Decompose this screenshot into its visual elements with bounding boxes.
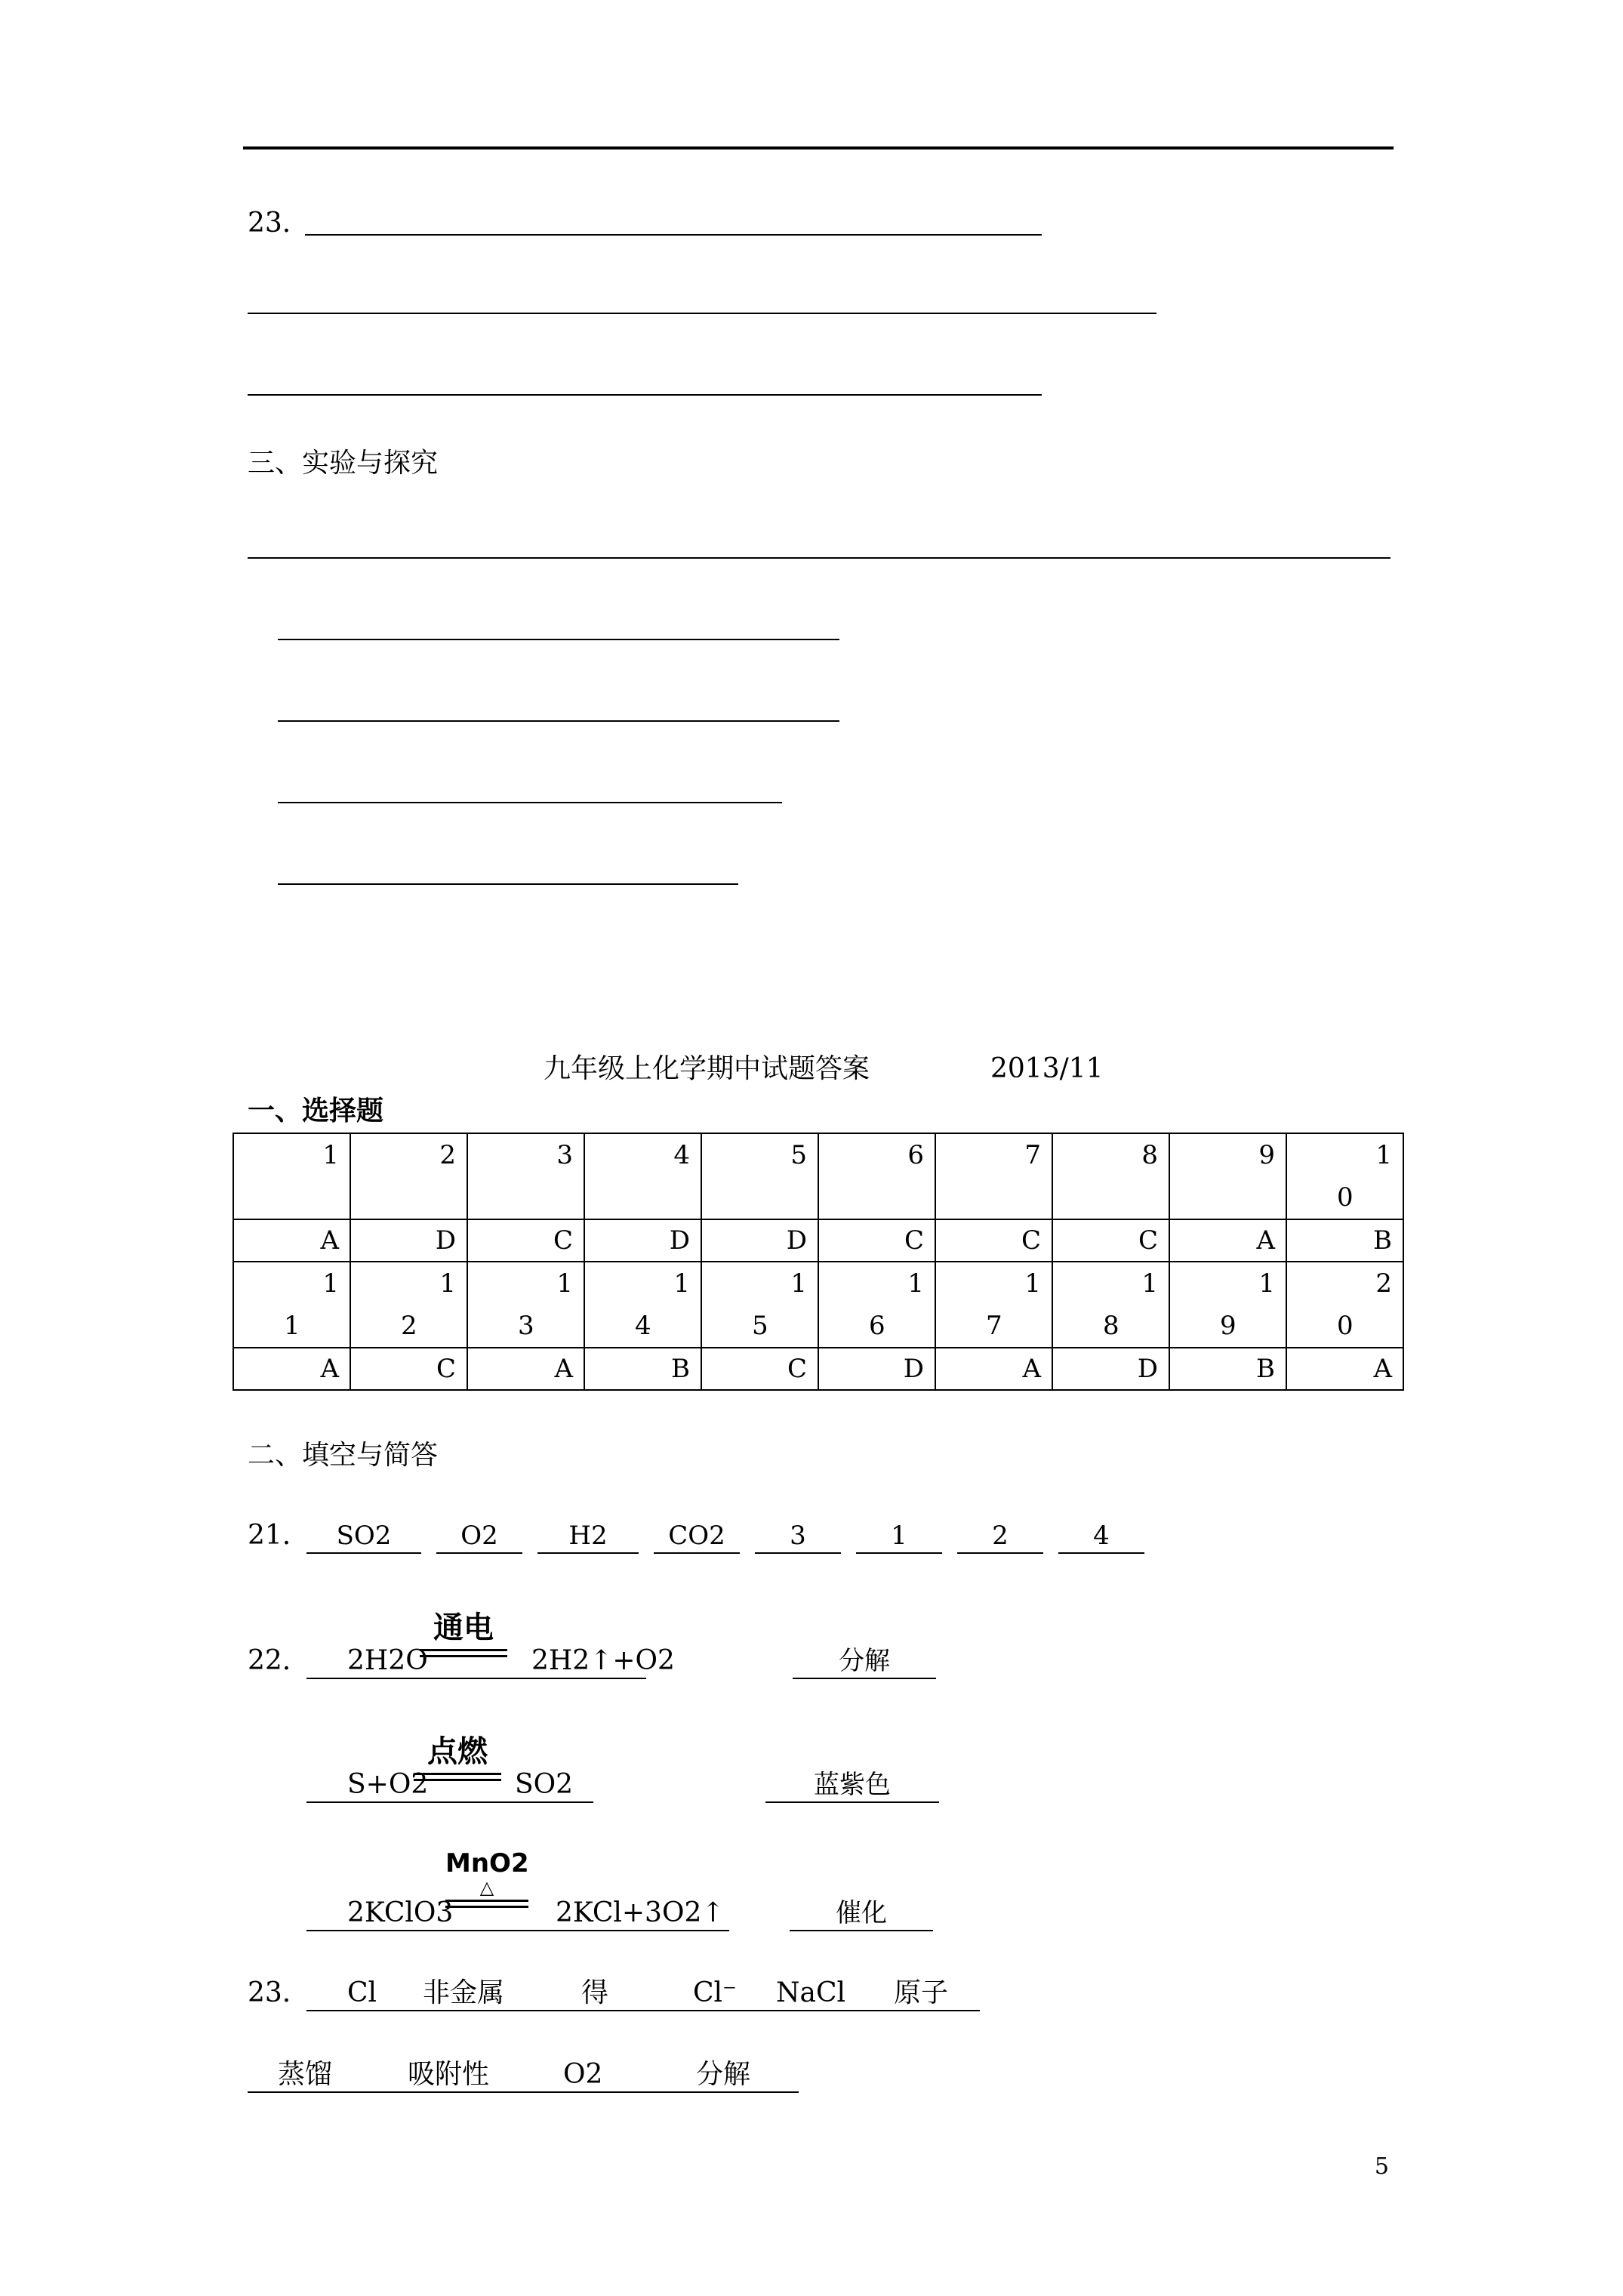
question-number-cell: 4 xyxy=(584,1133,701,1219)
q21-blank: SO2 xyxy=(306,1519,421,1554)
equation-underline xyxy=(306,1801,593,1803)
q23-answer: 原子 xyxy=(894,1977,949,2008)
equation-underline xyxy=(306,1930,729,1931)
q23-answer: Cl xyxy=(347,1977,377,2008)
eq2-product: SO2 xyxy=(515,1769,574,1800)
q23-answer: 得 xyxy=(581,1977,609,2008)
q23-answer: Cl⁻ xyxy=(693,1977,738,2008)
eq3-product: 2KCl+3O2↑ xyxy=(556,1897,725,1928)
question-number-cell: 6 xyxy=(818,1133,935,1219)
answer-cell: B xyxy=(584,1348,701,1390)
question-number-cell: 1 3 xyxy=(467,1262,584,1348)
answer-underline xyxy=(306,2010,980,2011)
eq2-condition: 点燃 xyxy=(427,1734,488,1769)
q23-answer: 蒸馏 xyxy=(278,2059,333,2090)
answer-key-date: 2013/11 xyxy=(990,1053,1104,1084)
answer-line xyxy=(278,639,839,640)
eq3-reactant: 2KClO3 xyxy=(347,1897,454,1928)
eq1-condition-sign xyxy=(420,1610,507,1657)
answer-cell: A xyxy=(467,1348,584,1390)
question-number-cell: 1 9 xyxy=(1169,1262,1286,1348)
question-number-cell: 3 xyxy=(467,1133,584,1219)
heat-icon: △ xyxy=(479,1877,494,1898)
eq3-catalyst: MnO2 xyxy=(445,1848,529,1878)
equals-line xyxy=(414,1779,501,1781)
q23-answer-label: 23. xyxy=(248,1977,291,2008)
question-number-cell: 1 1 xyxy=(233,1262,350,1348)
experiment-heading: 三、实验与探究 xyxy=(248,448,439,479)
answer-line xyxy=(248,394,1042,396)
answer-cell: C xyxy=(1052,1219,1169,1262)
eq2-reactant: S+O2 xyxy=(347,1769,429,1800)
q23-answer: 分解 xyxy=(696,2059,751,2090)
q23-answer: 吸附性 xyxy=(408,2059,490,2090)
equals-line xyxy=(414,1773,501,1775)
equals-line xyxy=(445,1906,528,1908)
answer-cell: A xyxy=(233,1219,350,1262)
eq3-condition-sign xyxy=(445,1848,528,1908)
page-number: 5 xyxy=(1374,2153,1389,2180)
answer-cell: D xyxy=(350,1219,467,1262)
answer-line xyxy=(278,883,738,885)
fill-heading: 二、填空与简答 xyxy=(248,1440,439,1471)
question-number-cell: 1 6 xyxy=(818,1262,935,1348)
answer-cell: C xyxy=(935,1219,1052,1262)
answer-underline xyxy=(248,2091,799,2093)
question-number-cell: 8 xyxy=(1052,1133,1169,1219)
question-number-cell: 9 xyxy=(1169,1133,1286,1219)
q23-answer: NaCl xyxy=(776,1977,846,2008)
equals-line xyxy=(420,1655,507,1657)
q21-blank: H2 xyxy=(537,1519,639,1554)
answer-cell: C xyxy=(818,1219,935,1262)
q21-blank: 1 xyxy=(856,1519,942,1554)
answer-line xyxy=(305,234,1042,236)
equation-underline xyxy=(306,1678,646,1679)
table-row xyxy=(233,1133,1403,1219)
q22-label: 22. xyxy=(248,1645,291,1676)
question-number-cell: 1 8 xyxy=(1052,1262,1169,1348)
answer-cell: A xyxy=(1286,1348,1403,1390)
answer-cell: D xyxy=(701,1219,818,1262)
q21-blank: O2 xyxy=(436,1519,522,1554)
table-row xyxy=(233,1348,1403,1390)
answer-line xyxy=(278,720,839,722)
question-number-cell: 1 7 xyxy=(935,1262,1052,1348)
eq1-product: 2H2↑+O2 xyxy=(531,1645,675,1676)
question-number-cell: 1 xyxy=(233,1133,350,1219)
answer-cell: D xyxy=(1052,1348,1169,1390)
q23-answer: O2 xyxy=(563,2059,603,2090)
answer-key-title: 九年级上化学期中试题答案 xyxy=(544,1053,870,1084)
q23-label: 23. xyxy=(248,208,291,239)
question-number-cell: 2 0 xyxy=(1286,1262,1403,1348)
header-rule xyxy=(243,146,1394,149)
choice-heading: 一、选择题 xyxy=(248,1096,384,1126)
answer-cell: A xyxy=(233,1348,350,1390)
choice-answer-table xyxy=(233,1133,1404,1391)
eq3-catalyst-role: 催化 xyxy=(790,1897,933,1931)
question-number-cell: 1 5 xyxy=(701,1262,818,1348)
answer-line xyxy=(248,313,1156,314)
answer-cell: A xyxy=(935,1348,1052,1390)
answer-cell: C xyxy=(701,1348,818,1390)
question-number-cell: 5 xyxy=(701,1133,818,1219)
question-number-cell: 1 4 xyxy=(584,1262,701,1348)
question-number-cell: 7 xyxy=(935,1133,1052,1219)
q21-blank: 4 xyxy=(1058,1519,1144,1554)
q21-blank: 3 xyxy=(755,1519,841,1554)
answer-cell: C xyxy=(350,1348,467,1390)
answer-cell: A xyxy=(1169,1219,1286,1262)
answer-cell: D xyxy=(584,1219,701,1262)
answer-line xyxy=(248,557,1390,559)
table-row xyxy=(233,1262,1403,1348)
q21-blank: 2 xyxy=(957,1519,1043,1554)
q21-label: 21. xyxy=(248,1520,291,1551)
eq1-condition: 通电 xyxy=(433,1610,494,1645)
table-row xyxy=(233,1219,1403,1262)
answer-line xyxy=(278,802,782,803)
question-number-cell: 2 xyxy=(350,1133,467,1219)
q21-blank: CO2 xyxy=(654,1519,740,1554)
question-number-cell: 1 0 xyxy=(1286,1133,1403,1219)
answer-cell: C xyxy=(467,1219,584,1262)
answer-cell: D xyxy=(818,1348,935,1390)
question-number-cell: 1 2 xyxy=(350,1262,467,1348)
equals-line xyxy=(420,1649,507,1651)
answer-cell: B xyxy=(1169,1348,1286,1390)
eq2-flame-color: 蓝紫色 xyxy=(765,1768,939,1803)
equals-line xyxy=(445,1900,528,1902)
q23-answer: 非金属 xyxy=(423,1977,505,2008)
eq1-reactant: 2H2O xyxy=(347,1645,428,1676)
eq2-condition-sign xyxy=(414,1734,501,1781)
eq1-reaction-type: 分解 xyxy=(793,1644,936,1679)
answer-cell: B xyxy=(1286,1219,1403,1262)
